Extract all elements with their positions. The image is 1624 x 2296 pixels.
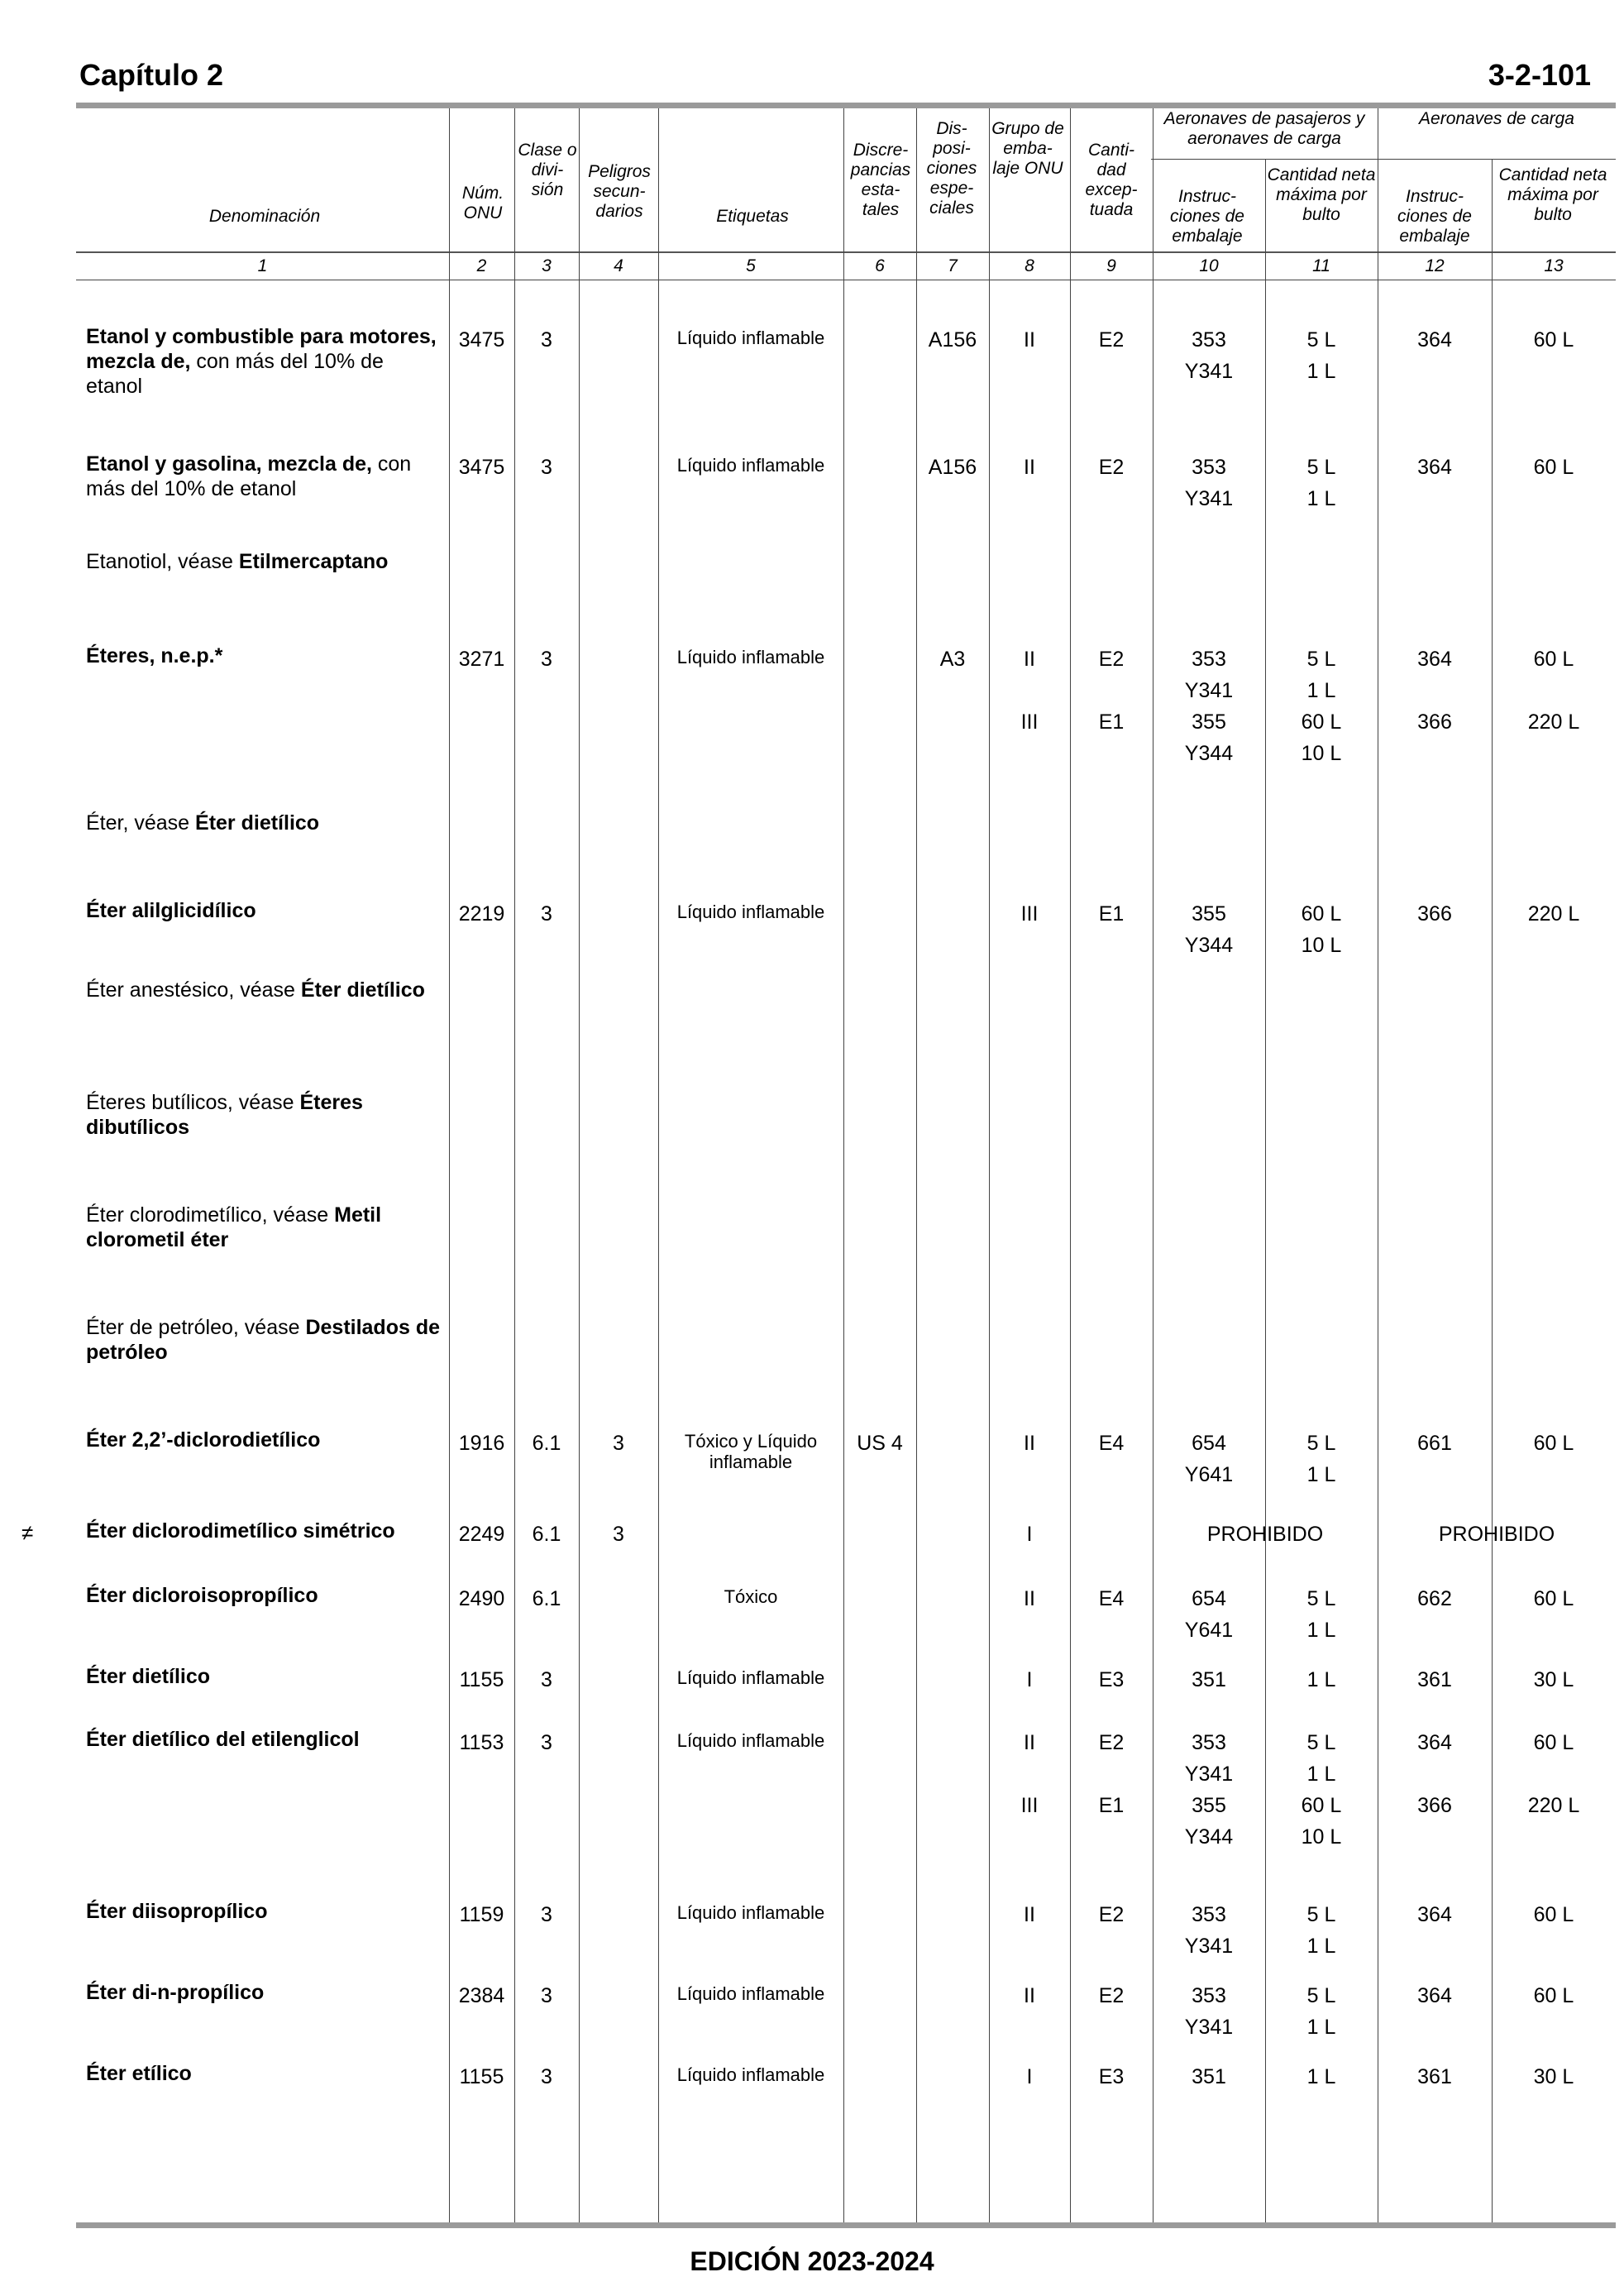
un-number: 2219 (458, 902, 505, 926)
subsidiary-hazard: 3 (613, 1523, 624, 1546)
class-division: 3 (541, 1984, 552, 2007)
packing-group: III (1020, 902, 1039, 926)
un-number: 1159 (459, 1903, 504, 1926)
pax-packing-instruction: Y341 (1184, 679, 1234, 702)
hazard-label: Líquido inflamable (676, 1667, 825, 1688)
subsidiary-hazard: 3 (613, 1432, 624, 1455)
class-division: 3 (541, 2065, 552, 2088)
pax-packing-instruction: Y641 (1184, 1619, 1234, 1642)
pax-max-quantity: 60 L (1301, 710, 1342, 734)
packing-group: II (1024, 1984, 1035, 2007)
cargo-max-quantity: 30 L (1533, 2065, 1574, 2088)
col-header-pg: Grupo de emba- laje ONU (991, 119, 1064, 178)
cargo-max-quantity: 60 L (1533, 328, 1574, 352)
column-number: 2 (476, 256, 487, 275)
class-division: 3 (541, 1668, 552, 1691)
column-number: 11 (1312, 256, 1330, 275)
excepted-quantity: E2 (1098, 1903, 1125, 1926)
excepted-quantity: E2 (1098, 456, 1125, 479)
un-number: 3475 (458, 456, 505, 479)
entry-name: Éter, véase Éter dietílico (86, 811, 320, 835)
hazard-label: Líquido inflamable (676, 647, 825, 667)
cargo-max-quantity: 60 L (1533, 1432, 1574, 1455)
cargo-max-quantity: 220 L (1527, 1794, 1580, 1817)
column-number: 10 (1199, 256, 1219, 275)
cargo-packing-instruction: 364 (1417, 1731, 1452, 1754)
pax-max-quantity: 5 L (1306, 1903, 1336, 1926)
class-division: 3 (541, 902, 552, 926)
pax-max-quantity: 5 L (1306, 1432, 1336, 1455)
un-number: 2249 (458, 1523, 505, 1546)
pax-packing-instruction: 353 (1192, 1903, 1226, 1926)
un-number: 1155 (459, 1668, 504, 1691)
excepted-quantity: E3 (1098, 2065, 1125, 2088)
un-number: 3475 (458, 328, 505, 352)
class-division: 3 (541, 456, 552, 479)
cargo-packing-instruction: 366 (1417, 1794, 1452, 1817)
pax-max-quantity: 1 L (1306, 1619, 1336, 1642)
header-group-rule (1151, 159, 1616, 160)
pax-packing-instruction: Y341 (1184, 1935, 1234, 1958)
cargo-packing-instruction: 364 (1417, 328, 1452, 352)
pax-max-quantity: 1 L (1306, 1763, 1336, 1786)
column-number: 4 (614, 256, 623, 275)
packing-group: II (1024, 1903, 1035, 1926)
pax-max-quantity: 5 L (1306, 1587, 1336, 1610)
hazard-label: Líquido inflamable (676, 328, 825, 348)
hazard-label: Líquido inflamable (676, 1902, 825, 1923)
cargo-max-quantity: 60 L (1533, 1984, 1574, 2007)
pax-max-quantity: 1 L (1306, 1935, 1336, 1958)
page-number: 3-2-101 (1488, 58, 1591, 92)
cargo-packing-instruction: 361 (1417, 1668, 1452, 1691)
packing-group: III (1020, 710, 1039, 734)
col-header-eq: Canti- dad excep- tuada (1085, 141, 1138, 219)
un-number: 1916 (458, 1432, 505, 1455)
cargo-packing-instruction: 364 (1417, 1984, 1452, 2007)
entry-name: Éteres butílicos, véase Éteres dibutílicos (86, 1091, 363, 1139)
class-division: 3 (541, 1903, 552, 1926)
cargo-packing-instruction: 364 (1417, 456, 1452, 479)
col-header-cargo-pi: Instruc- ciones de embalaje (1397, 187, 1472, 246)
pax-max-quantity: 5 L (1306, 1731, 1336, 1754)
hazard-label: Líquido inflamable (676, 2064, 825, 2085)
hazard-label: Líquido inflamable (676, 455, 825, 476)
column-number: 9 (1106, 256, 1116, 275)
hazard-label: Tóxico y Líquido inflamable (684, 1431, 818, 1472)
header-rule (76, 251, 1616, 253)
pax-max-quantity: 1 L (1306, 1668, 1336, 1691)
cargo-packing-instruction: 366 (1417, 710, 1452, 734)
un-number: 3271 (458, 648, 505, 671)
pax-packing-instruction: 353 (1192, 1731, 1226, 1754)
special-provision: A156 (928, 328, 977, 352)
packing-group: I (1026, 1668, 1033, 1691)
cargo-max-quantity: 60 L (1533, 648, 1574, 671)
column-number: 5 (746, 256, 756, 275)
entry-name: Éter dicloroisopropílico (86, 1584, 318, 1607)
col-header-pax-qty: Cantidad neta máxima por bulto (1267, 165, 1376, 224)
class-division: 3 (541, 328, 552, 352)
pax-max-quantity: 1 L (1306, 679, 1336, 702)
entry-name: Etanol y gasolina, mezcla de, con más del 10% de etanol (86, 452, 412, 500)
class-division: 6.1 (532, 1523, 561, 1546)
column-divider (579, 108, 580, 2222)
state-variation: US 4 (857, 1432, 903, 1455)
pax-packing-instruction: 353 (1192, 328, 1226, 352)
excepted-quantity: E1 (1098, 902, 1125, 926)
pax-packing-instruction: Y341 (1184, 487, 1234, 510)
excepted-quantity: E3 (1098, 1668, 1125, 1691)
bottom-rule (76, 2222, 1616, 2228)
excepted-quantity: E2 (1098, 1731, 1125, 1754)
pax-max-quantity: 60 L (1301, 1794, 1342, 1817)
un-number: 2384 (458, 1984, 505, 2007)
entry-name: Éter alilglicidílico (86, 899, 256, 922)
column-divider (916, 108, 917, 2222)
col-header-cargo-group: Aeronaves de carga (1419, 109, 1574, 128)
entry-name: Etanol y combustible para motores, mezcla de, con más del 10% de etanol (86, 325, 437, 398)
cargo-packing-instruction: 662 (1417, 1587, 1452, 1610)
col-header-special: Dis- posi- ciones espe- ciales (926, 119, 977, 218)
un-number: 1153 (459, 1731, 504, 1754)
col-header-class: Clase o divi- sión (518, 141, 577, 199)
col-header-pax-pi: Instruc- ciones de embalaje (1170, 187, 1244, 246)
class-division: 6.1 (532, 1432, 561, 1455)
pax-max-quantity: 60 L (1301, 902, 1342, 926)
hazard-label: Líquido inflamable (676, 1983, 825, 2004)
column-number: 6 (875, 256, 885, 275)
col-header-cargo-qty: Cantidad neta máxima por bulto (1498, 165, 1607, 224)
entry-name: Éter de petróleo, véase Destilados de petróleo (86, 1316, 441, 1364)
cargo-packing-instruction: 364 (1417, 648, 1452, 671)
cargo-packing-instruction: 361 (1417, 2065, 1452, 2088)
cargo-max-quantity: 60 L (1533, 1731, 1574, 1754)
class-division: 6.1 (532, 1587, 561, 1610)
hazard-label: Líquido inflamable (676, 1730, 825, 1751)
packing-group: II (1024, 456, 1035, 479)
entry-name: Éter 2,2’-diclorodietílico (86, 1428, 321, 1452)
column-number: 3 (542, 256, 552, 275)
column-number: 13 (1544, 256, 1564, 275)
class-division: 3 (541, 648, 552, 671)
pax-packing-instruction: 351 (1192, 1668, 1226, 1691)
pax-packing-instruction: 353 (1192, 648, 1226, 671)
cargo-packing-instruction: 366 (1417, 902, 1452, 926)
edition-footer: EDICIÓN 2023-2024 (690, 2246, 934, 2276)
pax-max-quantity: 10 L (1301, 742, 1342, 765)
entry-name: Éter di-n-propílico (86, 1981, 265, 2004)
packing-group: I (1026, 2065, 1033, 2088)
amendment-marker: ≠ (21, 1520, 34, 1545)
pax-packing-instruction: 353 (1192, 456, 1226, 479)
column-number: 12 (1425, 256, 1445, 275)
column-divider (843, 108, 844, 2222)
entry-name: Éter etílico (86, 2062, 192, 2085)
column-number: 8 (1025, 256, 1034, 275)
entry-name: Éter dietílico del etilenglicol (86, 1728, 360, 1751)
entry-name: Éter clorodimetílico, véase Metil clorometil éter (86, 1203, 382, 1251)
entry-name: Éter dietílico (86, 1665, 211, 1688)
packing-group: II (1024, 328, 1035, 352)
chapter-title: Capítulo 2 (79, 58, 224, 92)
packing-group: II (1024, 1432, 1035, 1455)
pax-packing-instruction: 351 (1192, 2065, 1226, 2088)
entry-name: Éter diisopropílico (86, 1900, 268, 1923)
entry-name: Éteres, n.e.p.* (86, 644, 223, 667)
pax-max-quantity: 1 L (1306, 2065, 1336, 2088)
packing-group: II (1024, 1587, 1035, 1610)
pax-max-quantity: 1 L (1306, 1463, 1336, 1486)
pax-packing-instruction: Y641 (1184, 1463, 1234, 1486)
cargo-max-quantity: 60 L (1533, 456, 1574, 479)
pax-packing-instruction: 353 (1192, 1984, 1226, 2007)
col-header-un: Núm. ONU (461, 184, 504, 222)
col-header-labels: Etiquetas (716, 207, 789, 226)
excepted-quantity: E1 (1098, 1794, 1125, 1817)
special-provision: A3 (939, 648, 966, 671)
class-division: 3 (541, 1731, 552, 1754)
column-number: 7 (948, 256, 958, 275)
col-header-pax-group: Aeronaves de pasajeros y aeronaves de carga (1163, 109, 1365, 148)
pax-max-quantity: 5 L (1306, 648, 1336, 671)
packing-group: I (1026, 1523, 1033, 1546)
pax-packing-instruction: Y341 (1184, 360, 1234, 383)
pax-max-quantity: 1 L (1306, 360, 1336, 383)
cargo-prohibited: PROHIBIDO (1438, 1523, 1555, 1546)
pax-packing-instruction: 355 (1192, 1794, 1226, 1817)
cargo-max-quantity: 220 L (1527, 710, 1580, 734)
pax-max-quantity: 5 L (1306, 1984, 1336, 2007)
entry-name: Éter diclorodimetílico simétrico (86, 1519, 395, 1543)
packing-group: II (1024, 648, 1035, 671)
packing-group: II (1024, 1731, 1035, 1754)
pax-packing-instruction: 654 (1192, 1587, 1226, 1610)
excepted-quantity: E2 (1098, 648, 1125, 671)
col-header-state-var: Discre- pancias esta- tales (850, 141, 911, 219)
cargo-max-quantity: 60 L (1533, 1903, 1574, 1926)
pax-packing-instruction: Y344 (1184, 1825, 1234, 1849)
cargo-packing-instruction: 364 (1417, 1903, 1452, 1926)
pax-packing-instruction: Y341 (1184, 1763, 1234, 1786)
top-rule (76, 103, 1616, 108)
packing-group: III (1020, 1794, 1039, 1817)
excepted-quantity: E1 (1098, 710, 1125, 734)
column-number: 1 (257, 256, 268, 275)
cargo-max-quantity: 220 L (1527, 902, 1580, 926)
cargo-max-quantity: 60 L (1533, 1587, 1574, 1610)
pax-packing-instruction: Y344 (1184, 742, 1234, 765)
pax-max-quantity: 10 L (1301, 1825, 1342, 1849)
pax-max-quantity: 10 L (1301, 934, 1342, 957)
col-header-subsidiary: Peligros secun- darios (588, 162, 651, 221)
pax-packing-instruction: Y341 (1184, 2016, 1234, 2039)
entry-name: Etanotiol, véase Etilmercaptano (86, 550, 389, 573)
cargo-max-quantity: 30 L (1533, 1668, 1574, 1691)
hazard-label: Tóxico (724, 1586, 778, 1607)
pax-packing-instruction: Y344 (1184, 934, 1234, 957)
cargo-packing-instruction: 661 (1417, 1432, 1452, 1455)
excepted-quantity: E2 (1098, 1984, 1125, 2007)
pax-max-quantity: 1 L (1306, 487, 1336, 510)
pax-max-quantity: 5 L (1306, 328, 1336, 352)
pax-packing-instruction: 355 (1192, 902, 1226, 926)
un-number: 1155 (459, 2065, 504, 2088)
pax-max-quantity: 1 L (1306, 2016, 1336, 2039)
un-number: 2490 (458, 1587, 505, 1610)
col-header-name: Denominación (208, 207, 321, 226)
pax-max-quantity: 5 L (1306, 456, 1336, 479)
pax-packing-instruction: 654 (1192, 1432, 1226, 1455)
special-provision: A156 (928, 456, 977, 479)
pax-prohibited: PROHIBIDO (1206, 1523, 1324, 1546)
excepted-quantity: E2 (1098, 328, 1125, 352)
excepted-quantity: E4 (1098, 1432, 1125, 1455)
hazard-label: Líquido inflamable (676, 902, 825, 922)
pax-packing-instruction: 355 (1192, 710, 1226, 734)
entry-name: Éter anestésico, véase Éter dietílico (86, 978, 425, 1002)
excepted-quantity: E4 (1098, 1587, 1125, 1610)
